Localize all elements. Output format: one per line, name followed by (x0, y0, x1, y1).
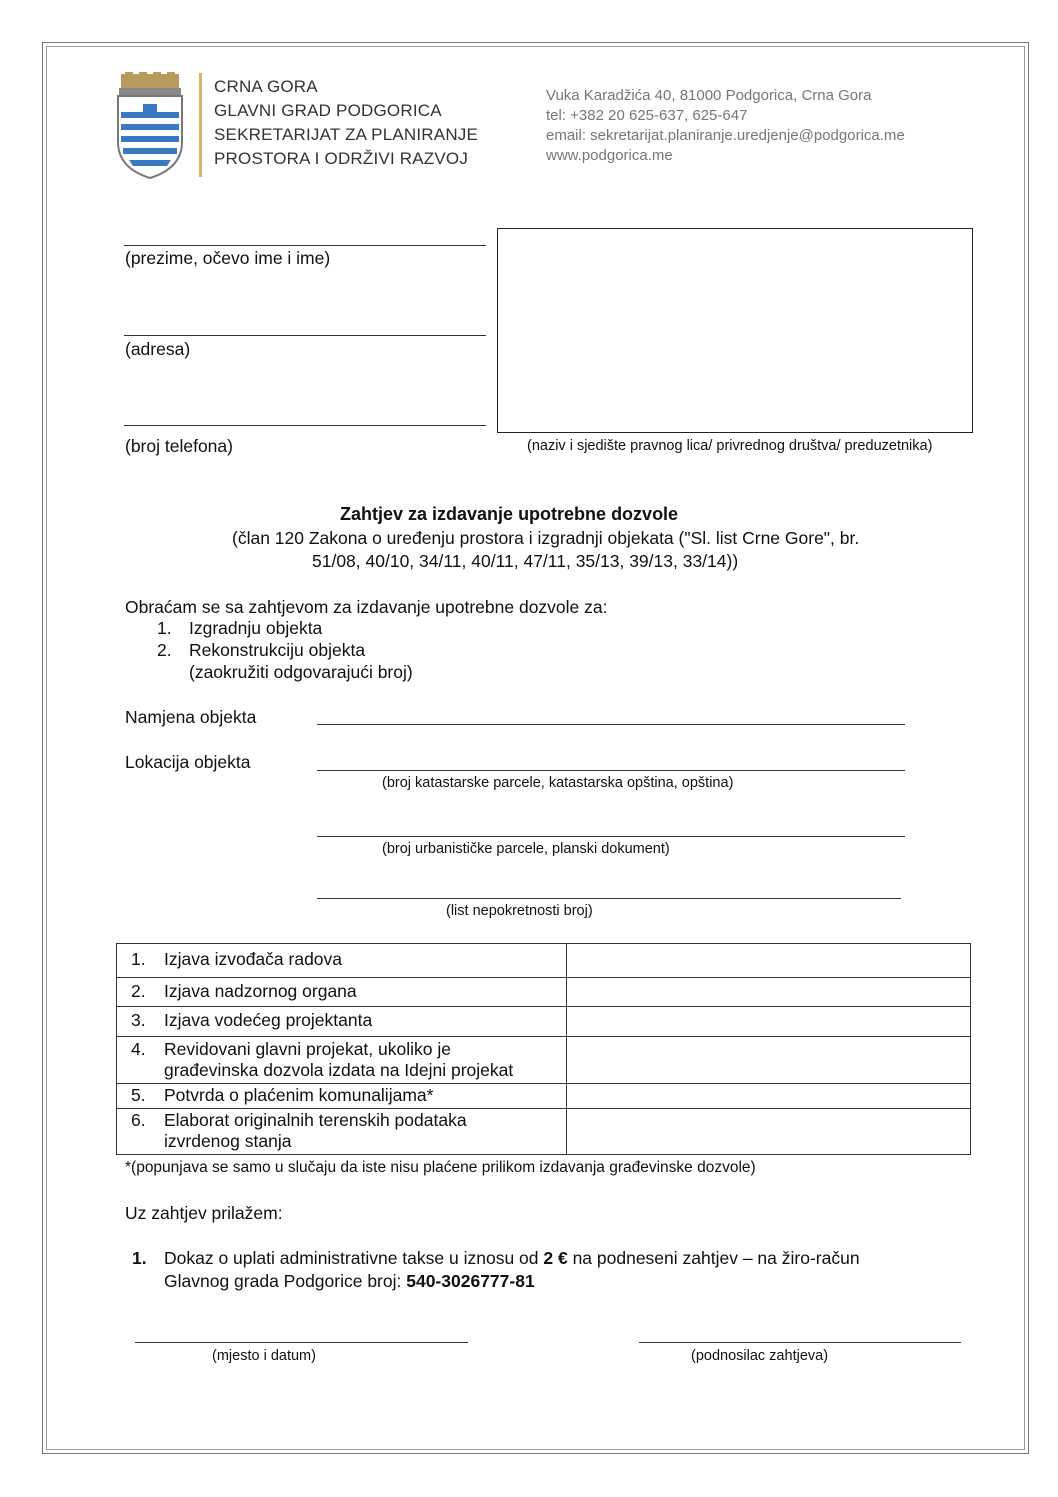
account-number: 540-3026777-81 (406, 1271, 535, 1291)
row-number: 5. (131, 1085, 146, 1105)
row-label: Potvrda o plaćenim komunalijama* (164, 1085, 434, 1105)
name-field-line[interactable] (124, 245, 486, 246)
option-2[interactable] (157, 640, 365, 661)
law-reference-line2: 51/08, 40/10, 34/11, 40/11, 47/11, 35/13, 39/13, 33/14)) (312, 551, 739, 571)
contact-phone: tel: +382 20 625-637, 625-647 (546, 107, 748, 124)
org-name (214, 75, 478, 171)
option-1[interactable] (157, 618, 322, 639)
purpose-label: Namjena objekta (125, 707, 257, 727)
name-label: (prezime, očevo ime i ime) (125, 248, 331, 268)
options-note: (zaokružiti odgovarajući broj) (189, 662, 413, 682)
property-note: (list nepokretnosti broj) (446, 903, 593, 919)
row-input-cell[interactable] (567, 1037, 971, 1084)
row-label-continued: građevinska dozvola izdata na Idejni projekat (164, 1060, 514, 1080)
header-separator (199, 73, 202, 177)
cadastral-note: (broj katastarske parcele, katastarska opština, opština) (382, 775, 734, 791)
attachments-table (116, 943, 971, 1155)
contact-address: Vuka Karadžića 40, 81000 Podgorica, Crna Gora (546, 87, 872, 104)
row-label: Revidovani glavni projekat, ukoliko je (164, 1039, 451, 1059)
row-label: Izjava vodećeg projektanta (164, 1010, 373, 1030)
law-reference-line1: (član 120 Zakona o uređenju prostora i izgradnji objekata ("Sl. list Crne Gore", br. (232, 528, 860, 548)
urban-field-line[interactable] (317, 836, 905, 837)
option-label: Rekonstrukciju objekta (189, 640, 366, 660)
contact-email[interactable]: email: sekretarijat.planiranje.uredjenje@podgorica.me (546, 127, 905, 144)
enclosure-text: Dokaz o uplati administrativne takse u iznosu od (164, 1248, 544, 1268)
table-row (117, 944, 971, 978)
row-number: 6. (131, 1110, 146, 1130)
footnote: *(popunjava se samo u slučaju da iste nisu plaćene prilikom izdavanja građevinske dozvole) (125, 1159, 756, 1176)
fee-amount: 2 € (543, 1248, 568, 1268)
org-line: SEKRETARIJAT ZA PLANIRANJE (214, 125, 479, 144)
row-input-cell[interactable] (567, 944, 971, 978)
enclosure-item-line1 (164, 1248, 860, 1269)
row-number: 1. (131, 949, 146, 969)
option-number: 1. (157, 618, 172, 638)
table-row (117, 978, 971, 1007)
enclosure-text: Glavnog grada Podgorice broj: (164, 1271, 407, 1291)
purpose-field-line[interactable] (317, 724, 905, 725)
form-title: Zahtjev za izdavanje upotrebne dozvole (340, 504, 679, 524)
signature-field-line[interactable] (639, 1342, 961, 1343)
table-row (117, 1037, 971, 1084)
org-line: GLAVNI GRAD PODGORICA (214, 101, 442, 120)
enclosure-item-number: 1. (132, 1248, 147, 1268)
cadastral-field-line[interactable] (317, 770, 905, 771)
coat-of-arms-logo (115, 72, 185, 180)
phone-label: (broj telefona) (125, 436, 233, 456)
row-number: 4. (131, 1039, 146, 1059)
row-label: Izjava izvođača radova (164, 949, 343, 969)
option-label: Izgradnju objekta (189, 618, 323, 638)
table-row (117, 1007, 971, 1037)
company-box[interactable] (497, 228, 973, 433)
org-line: PROSTORA I ODRŽIVI RAZVOJ (214, 149, 469, 168)
place-date-label: (mjesto i datum) (212, 1348, 316, 1364)
enclosure-text: na podneseni zahtjev – na žiro-račun (567, 1248, 860, 1268)
contact-website[interactable]: www.podgorica.me (546, 147, 673, 164)
option-number: 2. (157, 640, 172, 660)
row-input-cell[interactable] (567, 1109, 971, 1155)
row-number: 3. (131, 1010, 146, 1030)
row-input-cell[interactable] (567, 1007, 971, 1037)
table-row (117, 1084, 971, 1109)
row-input-cell[interactable] (567, 978, 971, 1007)
address-field-line[interactable] (124, 335, 486, 336)
property-field-line[interactable] (317, 898, 901, 899)
company-label: (naziv i sjedište pravnog lica/ privrednog društva/ preduzetnika) (527, 438, 933, 454)
row-label: Izjava nadzornog organa (164, 981, 357, 1001)
request-intro: Obraćam se sa zahtjevom za izdavanje upotrebne dozvole za: (125, 597, 608, 617)
org-line: CRNA GORA (214, 77, 318, 96)
row-label-continued: izvrdenog stanja (164, 1131, 292, 1151)
phone-field-line[interactable] (124, 425, 486, 426)
enclosure-heading: Uz zahtjev prilažem: (125, 1203, 283, 1223)
table-row (117, 1109, 971, 1155)
location-label: Lokacija objekta (125, 752, 251, 772)
place-date-field-line[interactable] (135, 1342, 468, 1343)
enclosure-item-line2 (164, 1271, 535, 1292)
urban-note: (broj urbanističke parcele, planski dokument) (382, 841, 670, 857)
row-input-cell[interactable] (567, 1084, 971, 1109)
address-label: (adresa) (125, 339, 191, 359)
contact-info (546, 86, 905, 166)
row-number: 2. (131, 981, 146, 1001)
applicant-signature-label: (podnosilac zahtjeva) (691, 1348, 829, 1364)
row-label: Elaborat originalnih terenskih podataka (164, 1110, 467, 1130)
